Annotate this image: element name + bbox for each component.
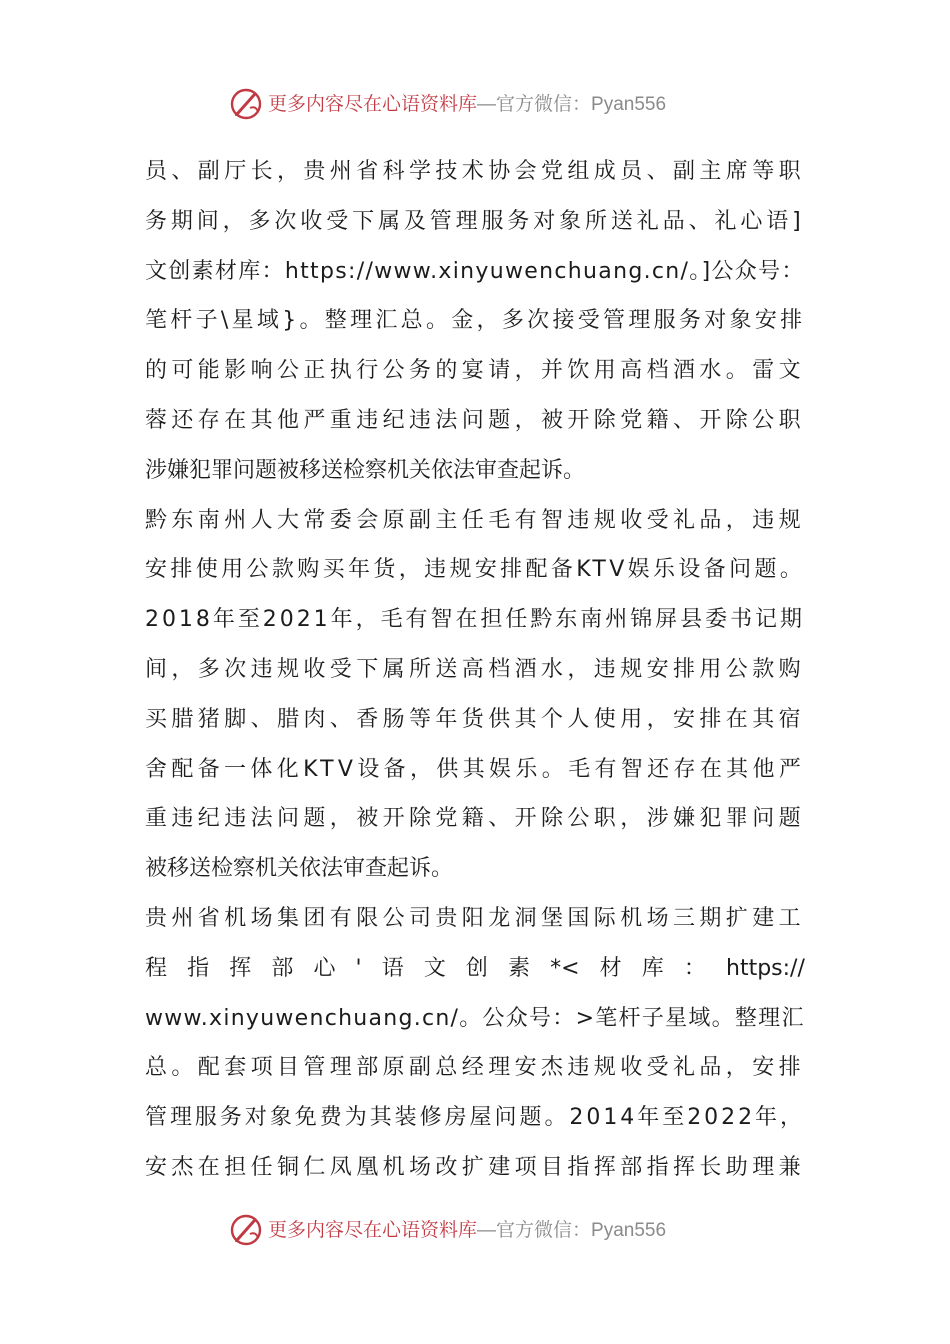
header-watermark-banner [0,84,950,124]
body-text [145,147,805,1193]
text-line: 的可能影响公正执行公务的宴请，并饮用高档酒水。雷文 [145,358,806,384]
banner-text-red: 更多内容尽在心语资料库 [268,93,478,115]
text-line-spread [145,944,805,994]
text-line: 黔东南州人大常委会原副主任毛有智违规收受礼品，违规 [145,507,806,533]
text-line: 员、副厅长，贵州省科学技术协会党组成员、副主席等职 [145,159,806,184]
text-token: ： [683,955,706,981]
banner-text [268,1218,666,1243]
text-line: 安杰在担任铜仁凤凰机场改扩建项目指挥部指挥长助理兼 [145,1154,806,1180]
text-line: 管理服务对象免费为其装修房屋问题。2014年至2022年， [145,1105,805,1131]
text-line: 总。配套项目管理部原副总经理安杰违规收受礼品，安排 [145,1055,806,1081]
text-token: 部 [271,955,294,981]
text-line: 贵州省机场集团有限公司贵阳龙洞堡国际机场三期扩建工 [145,905,806,931]
banner-text-id: Pyan556 [591,94,667,115]
banner-text [268,92,666,117]
text-token: 心 [313,955,336,981]
text-token: https:// [726,955,805,981]
text-line: 务期间，多次收受下属及管理服务对象所送礼品、礼心语] [145,208,805,234]
text-line: 安排使用公款购买年货，违规安排配备KTV娱乐设备问题。 [145,557,806,583]
banner-text-red: 更多内容尽在心语资料库 [268,1219,478,1241]
text-token: *< [550,955,580,981]
text-line: 被移送检察机关依法审查起诉。 [145,856,454,882]
text-line: 文创素材库：https://www.xinyuwenchuang.cn/。]公众号： [145,258,805,284]
pen-circle-icon [228,1212,264,1248]
text-token: 挥 [229,955,252,981]
text-token: 创 [465,955,488,981]
text-token: 素 [508,955,531,981]
text-line: 涉嫌犯罪问题被移送检察机关依法审查起诉。 [145,457,586,483]
text-line: 蓉还存在其他严重违纪违法问题，被开除党籍、开除公职 [145,407,806,433]
banner-text-label: —官方微信： [477,94,592,115]
text-token: 库 [641,955,664,981]
text-line: www.xinyuwenchuang.cn/。公众号：>笔杆子星域。整理汇 [145,1005,805,1031]
text-token: 程 [145,955,168,981]
text-line: 重违纪违法问题，被开除党籍、开除公职，涉嫌犯罪问题 [145,806,806,832]
banner-text-label: —官方微信： [477,1220,592,1241]
text-token: 材 [599,955,622,981]
text-token: 指 [187,955,210,981]
text-line: 舍配备一体化KTV设备，供其娱乐。毛有智还存在其他严 [145,756,806,782]
text-token: ' [355,955,362,981]
text-line: 2018年至2021年，毛有智在担任黔东南州锦屏县委书记期 [145,607,805,633]
text-token: 文 [423,955,446,981]
text-line: 笔杆子\星域}。整理汇总。金，多次接受管理服务对象安排 [145,308,806,334]
footer-watermark-banner [0,1210,950,1250]
text-line: 间，多次违规收受下属所送高档酒水，违规安排用公款购 [145,656,806,682]
text-token: 语 [381,955,404,981]
text-line: 买腊猪脚、腊肉、香肠等年货供其个人使用，安排在其宿 [145,706,806,732]
banner-text-id: Pyan556 [591,1220,667,1241]
pen-circle-icon [228,86,264,122]
